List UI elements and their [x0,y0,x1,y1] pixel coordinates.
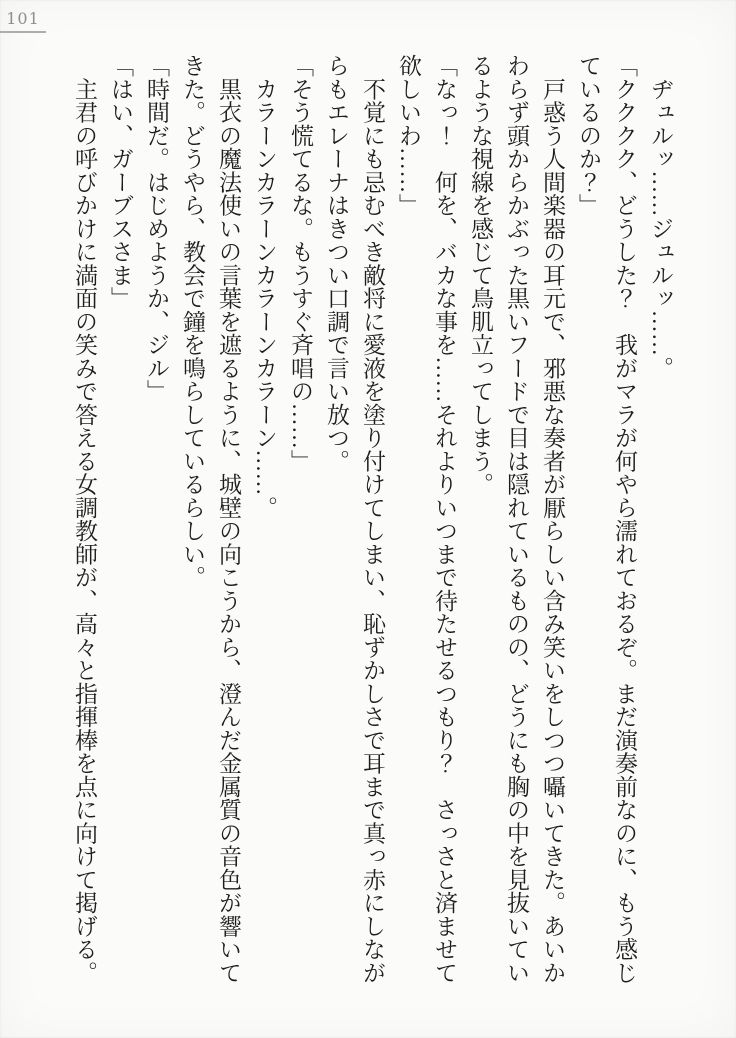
paragraph-sound-effect: ヂュルッ……ジュルッ……。 [648,54,673,380]
page-number: 101 [0,9,46,33]
paragraph-narration: 不覚にも忌むべき敵将に愛液を塗り付けてしまい、恥ずかしさで耳まで真っ赤にしながらもエレーナはきつい口調で言い放つ。 [324,54,385,984]
paragraph-narration: 黒衣の魔法使いの言葉を遮るように、城壁の向こうから、澄んだ金属質の音色が響いてきた。どうやら、教会で鐘を鳴らしているらしい。 [180,54,241,984]
paragraph-dialogue: 「クククク、どうした？ 我がマラが何やら濡れておるぞ。まだ演奏前なのに、もう感じているのか？」 [576,54,637,984]
paragraph-dialogue: 「そう慌てるな。もうすぐ斉唱の……」 [288,54,313,473]
page-text [62,54,678,986]
paragraph-narration: 戸惑う人間楽器の耳元で、邪悪な奏者が厭らしい含み笑いをしつつ囁いてきた。あいかわらず頭からかぶった黒いフードで目は隠れているものの、どうにも胸の中を見抜いているような視線を感じて鳥肌立ってしまう。 [468,54,565,984]
paragraph-dialogue: 「はい、ガーブスさま」 [108,54,133,310]
paragraph-dialogue: 「時間だ。はじめようか、ジル」 [144,54,169,403]
paragraph-sound-effect: カラーンカラーンカラーンカラーン……。 [252,54,277,519]
paragraph-narration: 主君の呼びかけに満面の笑みで答える女調教師が、高々と指揮棒を点に向けて掲げる。 [72,54,97,984]
paragraph-dialogue: 「なっ！ 何を、バカな事を……それよりいつまで待たせるつもり？ さっさと済ませて欲しいわ……」 [396,54,457,984]
